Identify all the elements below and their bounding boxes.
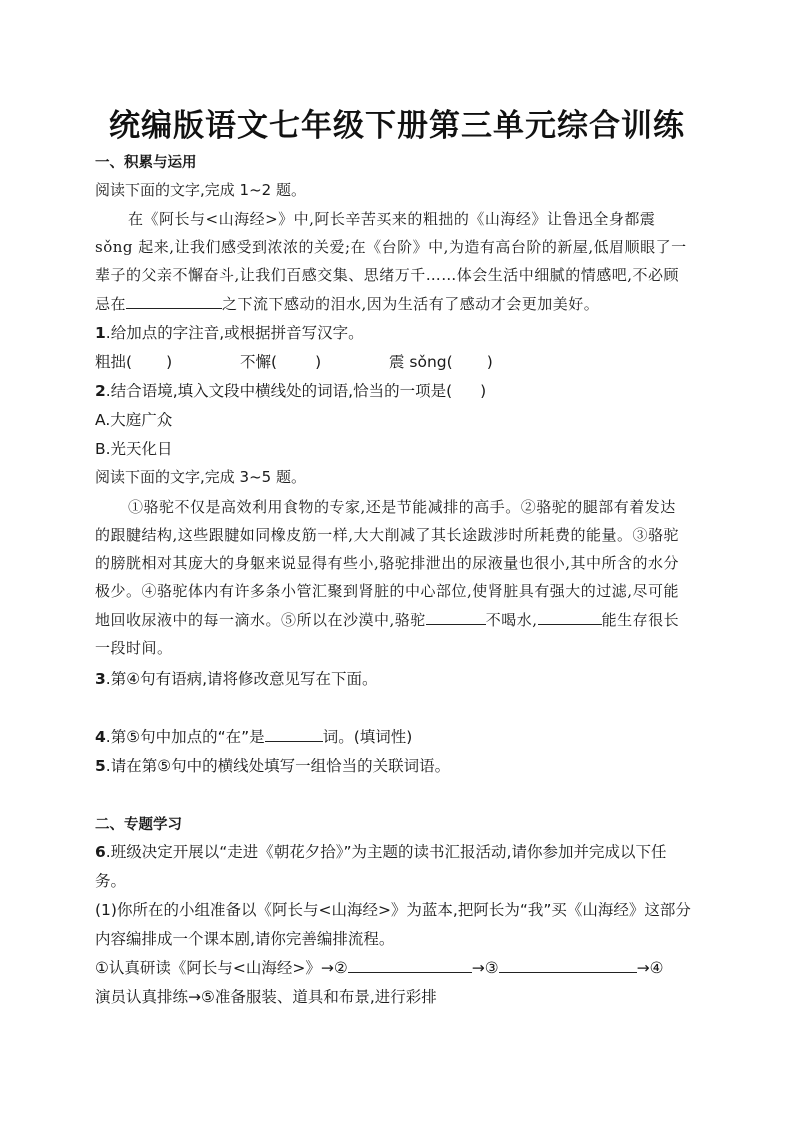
option-b[interactable]: B.光天化日 — [95, 440, 173, 458]
question-1-items: 粗拙( ) 不懈( ) 震 sǒng( ) — [95, 353, 493, 371]
answer-blank-q2[interactable] — [126, 293, 222, 309]
passage1-line-3: 辈子的父亲不懈奋斗,让我们百感交集、思绪万千……体会生活中细腻的情感吧,不必顾 — [95, 266, 680, 284]
passage1-line-2: sǒng 起来,让我们感受到浓浓的关爱;在《台阶》中,为造有高台阶的新屋,低眉顺眼了一 — [95, 238, 687, 256]
passage1-line-1: 在《阿长与<山海经>》中,阿长辛苦买来的粗拙的《山海经》让鲁迅全身都震 — [128, 210, 656, 228]
question-6-cont: 务。 — [95, 872, 127, 890]
question-6-1-line-2: 内容编排成一个课本剧,请你完善编排流程。 — [95, 930, 395, 948]
question-5: 5.请在第⑤句中的横线处填写一组恰当的关联词语。 — [95, 757, 451, 775]
passage2-line-4: 极少。④骆驼体内有许多条小管汇聚到肾脏的中心部位,使肾脏具有强大的过滤,尽可能 — [95, 582, 680, 600]
question-4: 4.第⑤句中加点的“在”是 词。(填词性) — [95, 728, 413, 746]
passage2-line-1: ①骆驼不仅是高效利用食物的专家,还是节能减排的高手。②骆驼的腿部有着发达 — [128, 498, 676, 516]
passage1-line-4-end: 之下流下感动的泪水,因为生活有了感动才会更加美好。 — [222, 295, 600, 313]
question-6-1-line-1: (1)你所在的小组准备以《阿长与<山海经>》为蓝本,把阿长为“我”买《山海经》这部分 — [95, 901, 691, 919]
section-heading-1: 一、积累与运用 — [95, 155, 197, 171]
passage2-line-3: 的膀胱相对其庞大的身躯来说显得有些小,骆驼排泄出的尿液量也很小,其中所含的水分 — [95, 554, 680, 572]
question-6: 6.班级决定开展以“走进《朝花夕拾》”为主题的读书汇报活动,请你参加并完成以下任 — [95, 843, 667, 861]
answer-blank-flow-3[interactable] — [499, 957, 637, 973]
item-song: 震 sǒng( — [389, 353, 453, 371]
option-a[interactable]: A.大庭广众 — [95, 411, 173, 429]
answer-blank-flow-2[interactable] — [348, 957, 472, 973]
passage2-line-5: 地回收尿液中的每一滴水。⑤所以在沙漠中,骆驼 不喝水, 能生存很长 — [95, 611, 680, 629]
question-3: 3.第④句有语病,请将修改意见写在下面。 — [95, 670, 378, 688]
intro-1-2: 阅读下面的文字,完成 1~2 题。 — [95, 181, 306, 199]
flow-line-2: 演员认真排练→⑤准备服装、道具和布景,进行彩排 — [95, 988, 437, 1006]
question-2: 2.结合语境,填入文段中横线处的词语,恰当的一项是( ) — [95, 382, 487, 400]
flow-line-1: ①认真研读《阿长与<山海经>》→② →③ →④ — [95, 959, 664, 977]
passage1-line-4-start: 忌在 — [95, 295, 127, 313]
passage2-line-6: 一段时间。 — [95, 639, 173, 657]
item-cuzhuo: 粗拙( — [95, 353, 133, 371]
item-buxie: 不懈( — [240, 353, 278, 371]
section-heading-2: 二、专题学习 — [95, 817, 182, 833]
answer-blank-q4[interactable] — [265, 726, 323, 742]
passage1-line-4 — [95, 293, 599, 314]
passage2-line-2: 的跟腱结构,这些跟腱如同橡皮筋一样,大大削减了其长途跋涉时所耗费的能量。③骆驼 — [95, 526, 680, 544]
answer-blank-connector-2[interactable] — [538, 609, 602, 625]
question-1: 1.给加点的字注音,或根据拼音写汉字。 — [95, 324, 364, 342]
page-title: 统编版语文七年级下册第三单元综合训练 — [109, 108, 685, 144]
intro-3-5: 阅读下面的文字,完成 3~5 题。 — [95, 468, 306, 486]
answer-blank-connector-1[interactable] — [426, 609, 486, 625]
